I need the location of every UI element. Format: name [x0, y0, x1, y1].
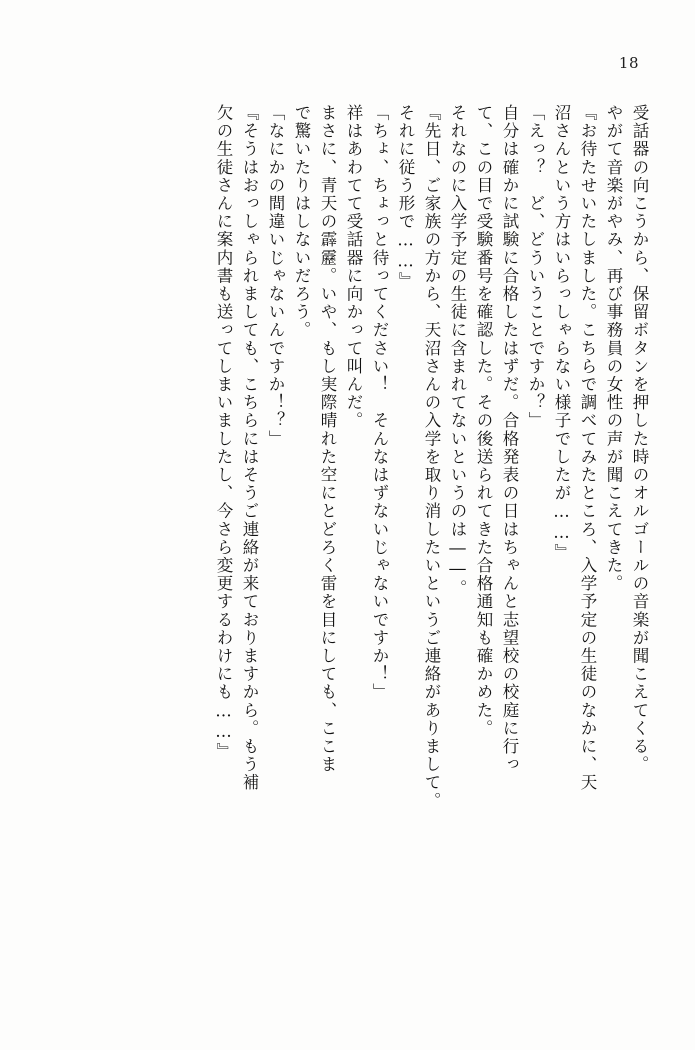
text-column: 欠の生徒さんに案内書も送ってしまいましたし、今さら変更するわけにも……』: [214, 104, 233, 761]
text-column: やがて音楽がやみ、再び事務員の女性の声が聞こえてきた。: [604, 104, 623, 593]
text-column: 祥はあわてて受話器に向かって叫んだ。: [344, 104, 363, 430]
text-column: まさに、青天の霹靂。いや、もし実際晴れた空にとどろく雷を目にしても、ここま: [318, 104, 337, 774]
text-column: それなのに入学予定の生徒に含まれてないというのは――。: [448, 104, 467, 598]
text-column: 受話器の向こうから、保留ボタンを押した時のオルゴールの音楽が聞こえてくる。: [630, 104, 649, 774]
text-column: 『そうはおっしゃられましても、こちらにはそうご連絡が来ておりますから。もう補: [240, 104, 259, 792]
text-column: て、この目で受験番号を確認した。その後送られてきた合格通知も確かめた。: [474, 104, 493, 738]
text-column: 『お待たせいたしました。こちらで調べてみたところ、入学予定の生徒のなかに、天: [578, 104, 597, 792]
text-column: 『先日、ご家族の方から、天沼さんの入学を取り消したいというご連絡がありまして。: [422, 104, 441, 810]
text-column: 「ちょ、ちょっと待ってください！ そんなはずないじゃないですか！」: [370, 104, 389, 702]
text-column: それに従う形で……』: [396, 104, 415, 290]
text-column: 沼さんという方はいらっしゃらない様子でしたが……』: [552, 104, 571, 562]
text-column: 自分は確かに試験に合格したはずだ。合格発表の日はちゃんと志望校の校庭に行っ: [500, 104, 519, 774]
text-column: 「なにかの間違いじゃないんですか！？」: [266, 104, 285, 448]
page-number: 18: [618, 54, 639, 72]
vertical-text-body: [52, 104, 647, 949]
text-column: 「えっ？ ど、どういうことですか？」: [526, 104, 545, 430]
text-column: で驚いたりはしないだろう。: [292, 104, 311, 340]
